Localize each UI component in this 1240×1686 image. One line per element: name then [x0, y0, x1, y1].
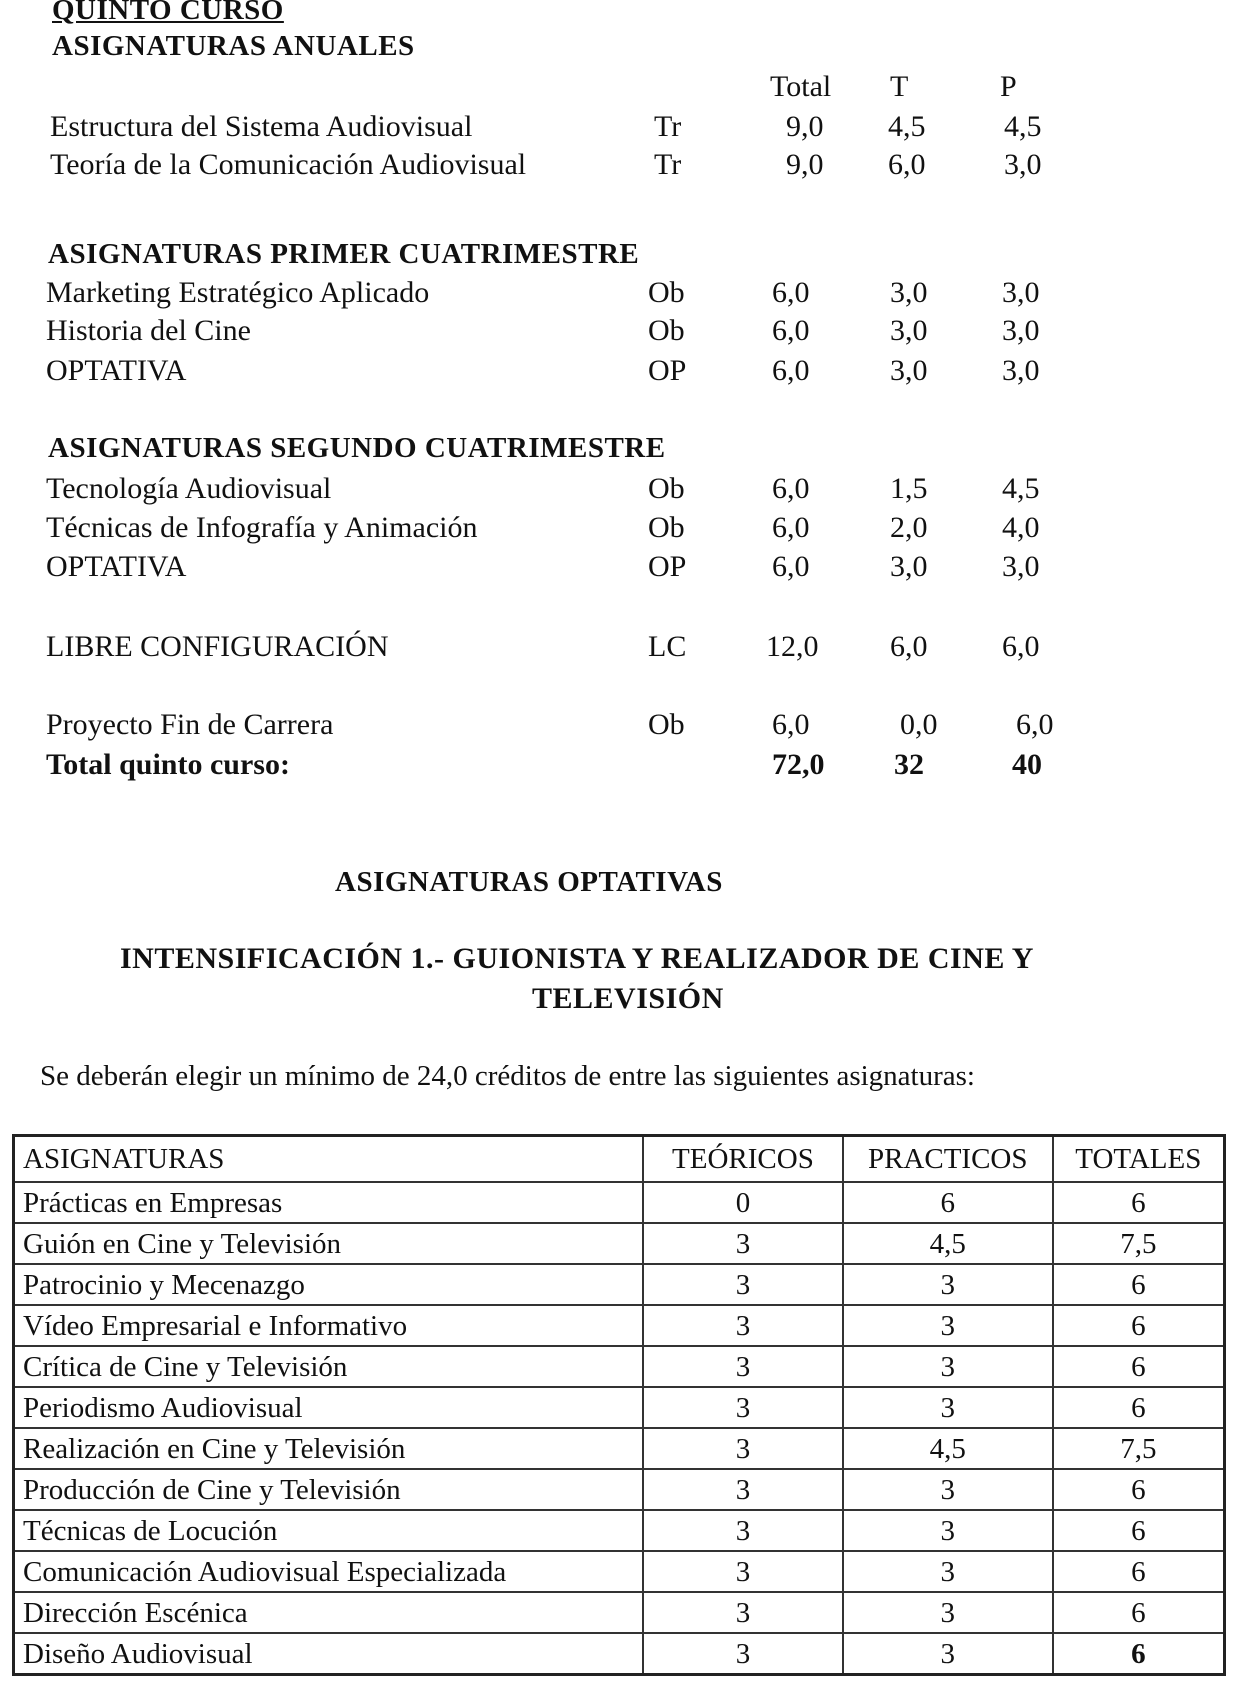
subject-type: Ob — [648, 314, 685, 347]
cell-totales: 6 — [1053, 1551, 1225, 1592]
subject-total: 6,0 — [772, 314, 810, 347]
cell-teoricos: 3 — [643, 1223, 843, 1264]
subject-t: 2,0 — [890, 511, 928, 544]
second-term-row — [0, 511, 1240, 547]
subject-name: Tecnología Audiovisual — [46, 472, 332, 505]
cell-totales: 6 — [1053, 1305, 1225, 1346]
cell-totales: 6 — [1053, 1346, 1225, 1387]
subject-total: 6,0 — [772, 511, 810, 544]
subject-t: 6,0 — [888, 148, 926, 181]
cell-teoricos: 3 — [643, 1469, 843, 1510]
optativas-heading: ASIGNATURAS OPTATIVAS — [335, 866, 723, 898]
subject-type: Ob — [648, 472, 685, 505]
optativas-table — [12, 1134, 1226, 1676]
subject-t: 3,0 — [890, 354, 928, 387]
col-header-p: P — [1000, 70, 1017, 103]
subject-p: 3,0 — [1002, 276, 1040, 309]
cell-subject: Técnicas de Locución — [14, 1510, 644, 1551]
cell-totales: 6 — [1053, 1469, 1225, 1510]
cell-practicos: 3 — [843, 1305, 1053, 1346]
subject-name: Estructura del Sistema Audiovisual — [50, 110, 473, 143]
subject-type: Tr — [654, 148, 682, 181]
col-header-t: T — [890, 70, 909, 103]
subject-name: OPTATIVA — [46, 550, 187, 583]
cell-totales: 6 — [1053, 1633, 1225, 1675]
table-row — [14, 1223, 1225, 1264]
table-row — [14, 1346, 1225, 1387]
course-total-label: Total quinto curso: — [46, 748, 290, 781]
subject-type: Ob — [648, 708, 685, 741]
cell-subject: Periodismo Audiovisual — [14, 1387, 644, 1428]
project-row — [0, 708, 1240, 744]
subject-name: Técnicas de Infografía y Animación — [46, 511, 478, 544]
cell-subject: Realización en Cine y Televisión — [14, 1428, 644, 1469]
annual-row — [0, 148, 1240, 184]
cell-subject: Guión en Cine y Televisión — [14, 1223, 644, 1264]
cell-subject: Prácticas en Empresas — [14, 1182, 644, 1223]
col-header-total: Total — [770, 70, 832, 103]
second-term-heading: ASIGNATURAS SEGUNDO CUATRIMESTRE — [48, 432, 666, 464]
intensification-title-line2: TELEVISIÓN — [532, 982, 724, 1015]
table-row — [14, 1305, 1225, 1346]
cell-totales: 6 — [1053, 1510, 1225, 1551]
subject-total: 9,0 — [786, 148, 824, 181]
subject-type: Ob — [648, 276, 685, 309]
table-row — [14, 1551, 1225, 1592]
cell-totales: 6 — [1053, 1387, 1225, 1428]
cell-subject: Dirección Escénica — [14, 1592, 644, 1633]
subject-p: 3,0 — [1002, 354, 1040, 387]
subject-t: 6,0 — [890, 630, 928, 663]
cell-totales: 6 — [1053, 1182, 1225, 1223]
subject-t: 4,5 — [888, 110, 926, 143]
subject-total: 6,0 — [772, 472, 810, 505]
cell-totales: 6 — [1053, 1264, 1225, 1305]
optativas-table-body — [14, 1182, 1225, 1675]
subject-p: 4,0 — [1002, 511, 1040, 544]
cell-practicos: 4,5 — [843, 1223, 1053, 1264]
subject-total: 6,0 — [772, 276, 810, 309]
subject-p: 3,0 — [1002, 550, 1040, 583]
subject-p: 6,0 — [1016, 708, 1054, 741]
subject-name: Historia del Cine — [46, 314, 251, 347]
second-term-row — [0, 550, 1240, 586]
cell-practicos: 3 — [843, 1633, 1053, 1675]
subject-p: 3,0 — [1002, 314, 1040, 347]
cell-practicos: 3 — [843, 1264, 1053, 1305]
header-practicos: PRACTICOS — [843, 1136, 1053, 1183]
subject-total: 6,0 — [772, 708, 810, 741]
cell-totales: 7,5 — [1053, 1428, 1225, 1469]
table-row — [14, 1510, 1225, 1551]
table-row — [14, 1428, 1225, 1469]
course-total-t: 32 — [894, 748, 924, 781]
annual-column-headers — [0, 70, 1240, 106]
table-row — [14, 1387, 1225, 1428]
cell-teoricos: 3 — [643, 1510, 843, 1551]
subject-type: OP — [648, 550, 687, 583]
cell-subject: Patrocinio y Mecenazgo — [14, 1264, 644, 1305]
cell-subject: Diseño Audiovisual — [14, 1633, 644, 1675]
intensification-title-line1: INTENSIFICACIÓN 1.- GUIONISTA Y REALIZADOR DE CINE Y — [120, 942, 1034, 975]
cell-subject: Comunicación Audiovisual Especializada — [14, 1551, 644, 1592]
header-totales: TOTALES — [1053, 1136, 1225, 1183]
cell-totales: 7,5 — [1053, 1223, 1225, 1264]
subject-name: Proyecto Fin de Carrera — [46, 708, 334, 741]
cell-totales: 6 — [1053, 1592, 1225, 1633]
subject-total: 6,0 — [772, 550, 810, 583]
course-total-total: 72,0 — [772, 748, 825, 781]
subject-name: Teoría de la Comunicación Audiovisual — [50, 148, 527, 181]
subject-p: 4,5 — [1004, 110, 1042, 143]
cell-teoricos: 3 — [643, 1551, 843, 1592]
annual-row — [0, 110, 1240, 146]
cell-subject: Vídeo Empresarial e Informativo — [14, 1305, 644, 1346]
cell-practicos: 3 — [843, 1551, 1053, 1592]
cell-practicos: 3 — [843, 1592, 1053, 1633]
first-term-row — [0, 276, 1240, 312]
header-teoricos: TEÓRICOS — [643, 1136, 843, 1183]
cell-subject: Producción de Cine y Televisión — [14, 1469, 644, 1510]
subject-t: 1,5 — [890, 472, 928, 505]
first-term-row — [0, 314, 1240, 350]
subject-type: OP — [648, 354, 687, 387]
subject-t: 3,0 — [890, 276, 928, 309]
cell-teoricos: 3 — [643, 1592, 843, 1633]
cell-teoricos: 3 — [643, 1264, 843, 1305]
subject-t: 3,0 — [890, 550, 928, 583]
table-row — [14, 1264, 1225, 1305]
annual-heading: ASIGNATURAS ANUALES — [52, 30, 415, 62]
table-row — [14, 1592, 1225, 1633]
cell-practicos: 6 — [843, 1182, 1053, 1223]
cell-practicos: 3 — [843, 1387, 1053, 1428]
cell-teoricos: 3 — [643, 1633, 843, 1675]
course-total-row — [0, 748, 1240, 784]
cell-teoricos: 3 — [643, 1387, 843, 1428]
subject-type: Ob — [648, 511, 685, 544]
subject-t: 3,0 — [890, 314, 928, 347]
subject-total: 9,0 — [786, 110, 824, 143]
first-term-heading: ASIGNATURAS PRIMER CUATRIMESTRE — [48, 238, 640, 270]
subject-name: LIBRE CONFIGURACIÓN — [46, 630, 389, 663]
subject-type: Tr — [654, 110, 682, 143]
course-title: QUINTO CURSO — [52, 0, 284, 26]
table-header-row — [14, 1136, 1225, 1183]
table-row — [14, 1633, 1225, 1675]
subject-total: 6,0 — [772, 354, 810, 387]
header-asignaturas: ASIGNATURAS — [14, 1136, 644, 1183]
cell-practicos: 3 — [843, 1469, 1053, 1510]
first-term-row — [0, 354, 1240, 390]
second-term-row — [0, 472, 1240, 508]
subject-p: 4,5 — [1002, 472, 1040, 505]
subject-p: 3,0 — [1004, 148, 1042, 181]
cell-practicos: 3 — [843, 1346, 1053, 1387]
subject-t: 0,0 — [900, 708, 938, 741]
cell-teoricos: 0 — [643, 1182, 843, 1223]
subject-total: 12,0 — [766, 630, 819, 663]
course-total-p: 40 — [1012, 748, 1042, 781]
cell-practicos: 3 — [843, 1510, 1053, 1551]
subject-p: 6,0 — [1002, 630, 1040, 663]
table-row — [14, 1182, 1225, 1223]
subject-type: LC — [648, 630, 687, 663]
optativas-intro: Se deberán elegir un mínimo de 24,0 créditos de entre las siguientes asignaturas: — [40, 1060, 975, 1092]
cell-teoricos: 3 — [643, 1346, 843, 1387]
cell-subject: Crítica de Cine y Televisión — [14, 1346, 644, 1387]
cell-teoricos: 3 — [643, 1428, 843, 1469]
free-config-row — [0, 630, 1240, 666]
cell-practicos: 4,5 — [843, 1428, 1053, 1469]
subject-name: OPTATIVA — [46, 354, 187, 387]
table-row — [14, 1469, 1225, 1510]
cell-teoricos: 3 — [643, 1305, 843, 1346]
subject-name: Marketing Estratégico Aplicado — [46, 276, 430, 309]
